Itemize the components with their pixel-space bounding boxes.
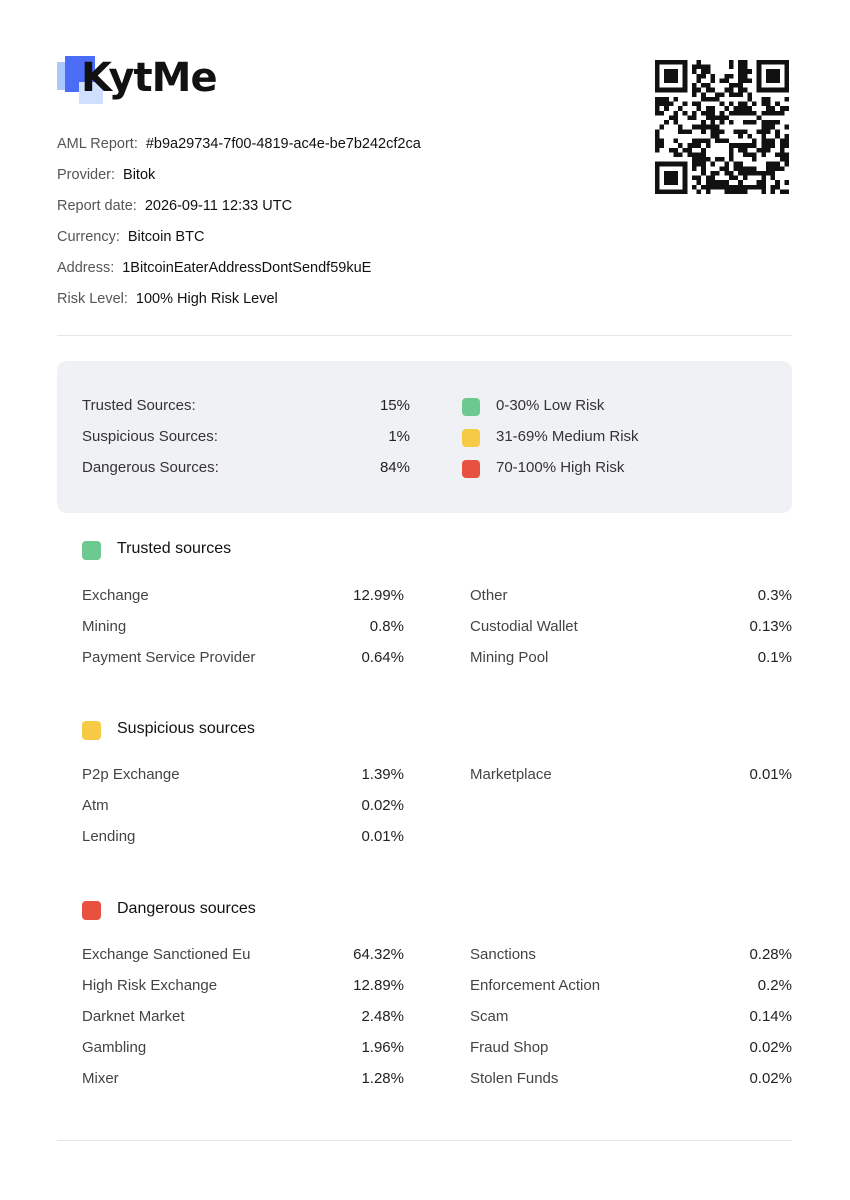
source-name: Custodial Wallet — [470, 618, 578, 635]
source-percent: 0.01% — [749, 766, 792, 783]
summary-percent: 15% — [379, 397, 410, 414]
source-name: Lending — [82, 828, 136, 845]
dangerous-swatch — [82, 901, 101, 920]
list-item — [470, 1039, 792, 1063]
meta-label: Address: — [57, 260, 115, 276]
list-item — [470, 649, 792, 673]
source-name: Fraud Shop — [470, 1039, 549, 1056]
summary-label: Dangerous Sources: — [82, 459, 219, 476]
source-name: Enforcement Action — [470, 977, 601, 994]
qr-code-icon — [655, 60, 789, 194]
list-item — [82, 977, 404, 1001]
source-name: Marketplace — [470, 766, 552, 783]
list-item — [82, 649, 404, 673]
legend-text: 70-100% High Risk — [496, 459, 625, 476]
source-name: Mixer — [82, 1070, 119, 1087]
meta-report-date — [57, 195, 421, 226]
source-percent: 0.01% — [361, 828, 404, 845]
source-percent: 0.02% — [749, 1070, 792, 1087]
risk-summary-box — [57, 361, 792, 513]
source-percent: 0.2% — [757, 977, 792, 994]
source-percent: 0.13% — [749, 618, 792, 635]
meta-value: 1BitcoinEaterAddressDontSendf59kuE — [122, 260, 372, 276]
list-item — [82, 797, 404, 821]
medium-risk-swatch — [462, 429, 480, 447]
source-name: Other — [470, 587, 508, 604]
source-percent: 0.1% — [757, 649, 792, 666]
section-title-text: Suspicious sources — [117, 720, 255, 737]
brand-name: KytMe — [81, 55, 217, 101]
source-name: Exchange Sanctioned Eu — [82, 946, 251, 963]
divider-top — [57, 335, 792, 336]
meta-currency — [57, 226, 421, 257]
source-percent: 0.28% — [749, 946, 792, 963]
meta-risk-level — [57, 288, 421, 319]
legend-text: 31-69% Medium Risk — [496, 428, 639, 445]
meta-label: AML Report: — [57, 136, 138, 152]
meta-label: Provider: — [57, 167, 116, 183]
summary-label: Suspicious Sources: — [82, 428, 218, 445]
meta-provider — [57, 164, 421, 195]
report-meta — [57, 133, 421, 319]
source-name: Mining Pool — [470, 649, 549, 666]
source-name: P2p Exchange — [82, 766, 180, 783]
high-risk-swatch — [462, 460, 480, 478]
list-item — [82, 766, 404, 790]
list-item — [82, 946, 404, 970]
source-name: Stolen Funds — [470, 1070, 559, 1087]
meta-label: Report date: — [57, 198, 137, 214]
meta-address — [57, 257, 421, 288]
suspicious-swatch — [82, 721, 101, 740]
list-item — [82, 1039, 404, 1063]
list-item — [82, 587, 404, 611]
meta-label: Risk Level: — [57, 291, 128, 307]
list-item — [470, 587, 792, 611]
source-name: Exchange — [82, 587, 149, 604]
section-title-text: Dangerous sources — [117, 900, 256, 917]
summary-percent: 1% — [388, 428, 410, 445]
divider-bottom — [57, 1140, 792, 1141]
source-name: Darknet Market — [82, 1008, 185, 1025]
low-risk-swatch — [462, 398, 480, 416]
meta-value: 100% High Risk Level — [135, 291, 278, 307]
list-item — [470, 946, 792, 970]
source-percent: 0.3% — [757, 587, 792, 604]
list-item — [82, 1070, 404, 1094]
meta-value: Bitok — [123, 167, 156, 183]
trusted-swatch — [82, 541, 101, 560]
list-item — [82, 618, 404, 642]
meta-value: #b9a29734-7f00-4819-ac4e-be7b242cf2ca — [145, 136, 421, 152]
source-percent: 0.02% — [749, 1039, 792, 1056]
source-name: Scam — [470, 1008, 509, 1025]
list-item — [470, 977, 792, 1001]
meta-label: Currency: — [57, 229, 120, 245]
source-percent: 1.39% — [361, 766, 404, 783]
summary-row-suspicious — [82, 428, 782, 452]
list-item — [470, 766, 792, 790]
list-item — [470, 618, 792, 642]
list-item — [82, 828, 404, 852]
source-name: Sanctions — [470, 946, 536, 963]
source-percent: 0.8% — [369, 618, 404, 635]
source-percent: 2.48% — [361, 1008, 404, 1025]
summary-percent: 84% — [379, 459, 410, 476]
source-name: Atm — [82, 797, 109, 814]
meta-value: 2026-09-11 12:33 UTC — [144, 198, 293, 214]
source-percent: 0.02% — [361, 797, 404, 814]
source-percent: 1.96% — [361, 1039, 404, 1056]
source-percent: 64.32% — [353, 946, 404, 963]
source-name: Mining — [82, 618, 127, 635]
summary-row-dangerous — [82, 459, 782, 483]
summary-label: Trusted Sources: — [82, 397, 196, 414]
source-name: High Risk Exchange — [82, 977, 218, 994]
source-percent: 12.89% — [353, 977, 404, 994]
meta-value: Bitcoin BTC — [127, 229, 205, 245]
source-name: Payment Service Provider — [82, 649, 256, 666]
source-percent: 1.28% — [361, 1070, 404, 1087]
summary-row-trusted — [82, 397, 782, 421]
list-item — [470, 1008, 792, 1032]
source-percent: 0.64% — [361, 649, 404, 666]
source-percent: 12.99% — [353, 587, 404, 604]
source-percent: 0.14% — [749, 1008, 792, 1025]
brand-logo — [57, 52, 257, 112]
meta-report-id — [57, 133, 421, 164]
section-title-text: Trusted sources — [117, 540, 232, 557]
legend-text: 0-30% Low Risk — [496, 397, 605, 414]
source-name: Gambling — [82, 1039, 147, 1056]
list-item — [470, 1070, 792, 1094]
list-item — [82, 1008, 404, 1032]
